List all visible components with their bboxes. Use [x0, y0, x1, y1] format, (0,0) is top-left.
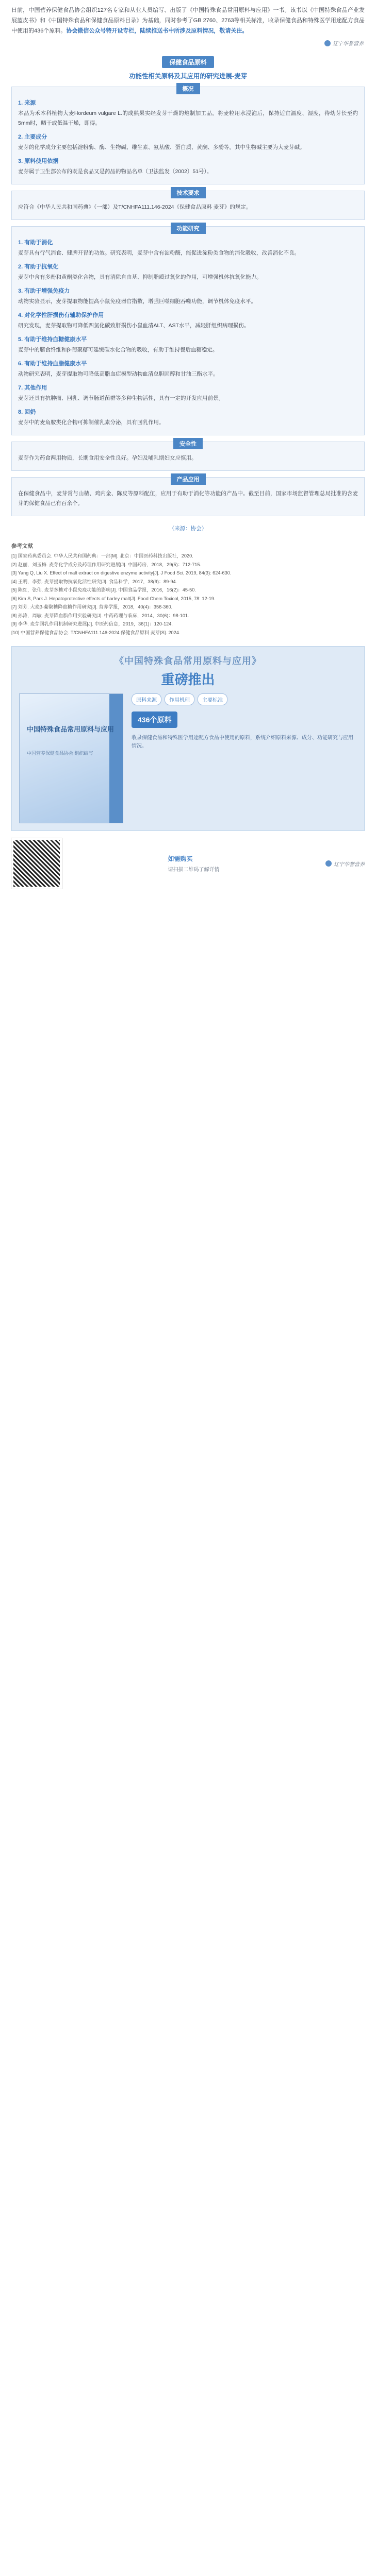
brand-name: 辽宁华誉营养	[333, 41, 364, 47]
paragraph-heading: 3. 原料使用依据	[18, 158, 59, 164]
paragraph-heading: 2. 主要成分	[18, 134, 47, 140]
paragraph-heading: 3. 有助于增强免疫力	[18, 288, 70, 294]
paragraph-text: 麦芽作为药食两用物质，长期食用安全性良好。孕妇及哺乳期妇女应慎用。	[18, 455, 197, 461]
card-header	[18, 441, 358, 449]
reference-item: [5] 陈红，张伟. 麦芽多糖对小鼠免疫功能的影响[J]. 中国食品学报，2016，16(2)：45-50.	[11, 587, 196, 592]
promo-details	[132, 693, 357, 751]
source-text[interactable]: （来源：协会）	[169, 526, 207, 532]
section-header	[0, 56, 376, 68]
paragraph-text: 麦芽中的膳食纤维和β-葡聚糖可延缓碳水化合物的吸收，有助于维持餐后血糖稳定。	[18, 347, 218, 353]
promo-chip: 作用机理	[165, 693, 194, 705]
paragraph-text: 麦芽中含有多酚和黄酮类化合物，具有清除自由基、抑制脂质过氧化的作用，可增强机体抗氧化能力。	[18, 274, 262, 280]
brand-logo	[0, 39, 376, 49]
source-line	[0, 523, 376, 533]
card-tag: 概况	[176, 83, 200, 94]
intro-highlight: 协会微信公众号特开设专栏，陆续推送书中所涉及原料情况，敬请关注。	[66, 28, 248, 34]
qr-footer	[11, 838, 365, 889]
qr-caption	[168, 854, 220, 873]
paragraph-text: 在保健食品中，麦芽常与山楂、鸡内金、陈皮等原料配伍，应用于有助于消化等功能的产品中。截至目前，国家市场监督管理总局批准的含麦芽的保健食品已有百余个。	[18, 490, 358, 506]
qr-instruction: 请扫描二维码了解详情	[168, 867, 220, 873]
book-cover-subtitle: 中国营养保健食品协会 组织编写	[27, 751, 93, 756]
card-tag: 技术要求	[171, 187, 206, 198]
footer-brand-name: 辽宁华誉营养	[334, 861, 365, 868]
paragraph-text: 麦芽还具有抗肿瘤、回乳、调节肠道菌群等多种生物活性，具有一定的开发应用前景。	[18, 395, 224, 401]
intro-text: 日前，中国营养保健食品协会组织127名专家和从业人员编写、出版了《中国特殊食品常用原料与应用》一书。该书以《中国特殊食品产业发展蓝皮书》和《中国特殊食品和保健食品原料目录》为基础，同时参考了GB 2760、2763等相关标准，收录保健食品和特殊医学用途配方食品中使用的436个原料。	[11, 7, 365, 34]
reference-item: [9] 李华. 麦芽回乳作用机制研究进展[J]. 中医药信息，2019，36(1)：120-124.	[11, 621, 173, 626]
references-list	[0, 552, 376, 637]
promo-chips	[132, 693, 357, 705]
qr-call-to-action: 如需购买	[168, 855, 193, 862]
paragraph-text: 应符合《中华人民共和国药典》（一部）及T/CNHFA111.146-2024《保健食品原料 麦芽》的规定。	[18, 204, 252, 210]
paragraph-text: 研究发现，麦芽提取物可降低四氯化碳致肝损伤小鼠血清ALT、AST水平，减轻肝组织病理损伤。	[18, 323, 250, 329]
section-card	[11, 442, 365, 471]
reference-item: [6] Kim S, Park J. Hepatoprotective effects of barley malt[J]. Food Chem Toxicol, 2015, 78: 12-19.	[11, 596, 216, 601]
paragraph-heading: 7. 其他作用	[18, 385, 47, 391]
brand-logo-icon	[324, 40, 331, 46]
qr-code-image[interactable]	[11, 838, 62, 889]
section-card	[11, 191, 365, 220]
paragraph-text: 麦芽中的麦角胺类化合物可抑制催乳素分泌，具有回乳作用。	[18, 419, 165, 426]
section-card	[11, 477, 365, 516]
reference-item: [1] 国家药典委员会. 中华人民共和国药典：一部[M]. 北京：中国医药科技出版社，2020.	[11, 553, 193, 558]
card-header	[18, 477, 358, 485]
reference-item: [4] 王明，李强. 麦芽提取物抗氧化活性研究[J]. 食品科学，2017，38(9)：89-94.	[11, 579, 177, 584]
card-tag: 产品应用	[171, 473, 206, 485]
paragraph-heading: 6. 有助于维持血脂健康水平	[18, 361, 87, 367]
reference-item: [8] 孙涛，周敏. 麦芽降血脂作用实验研究[J]. 中药药理与临床，2014，30(6)：98-101.	[11, 613, 189, 618]
promo-headline: 重磅推出	[161, 672, 215, 687]
article-subtitle: 功能性相关原料及其应用的研究进展-麦芽	[128, 73, 248, 80]
promo-chip: 原料来源	[132, 693, 161, 705]
reference-item: [2] 赵丽，刘玉梅. 麦芽化学成分及药理作用研究进展[J]. 中国药房，2018，29(5)：712-715.	[11, 562, 202, 567]
paragraph-heading: 5. 有助于维持血糖健康水平	[18, 336, 87, 343]
references-title: 参考文献	[11, 543, 33, 549]
paragraph-text: 麦芽具有行气消食、健脾开胃的功效。研究表明，麦芽中含有淀粉酶，能促进淀粉类食物的消化吸收，改善消化不良。	[18, 250, 300, 256]
card-header	[18, 226, 358, 234]
content-cards	[0, 87, 376, 516]
book-spine-stripe	[109, 694, 123, 823]
intro-paragraph	[0, 0, 376, 39]
paragraph-heading: 4. 对化学性肝损伤有辅助保护作用	[18, 312, 104, 318]
section-card	[11, 226, 365, 435]
paragraph-text: 麦芽属于卫生部公布的既是食品又是药品的物品名单（卫法监发〔2002〕51号）。	[18, 168, 212, 175]
paragraph-heading: 2. 有助于抗氧化	[18, 264, 59, 270]
card-header	[18, 190, 358, 198]
article-page	[0, 0, 376, 901]
promo-description: 收录保健食品和特殊医学用途配方食品中使用的原料，系统介绍原料来源、成分、功能研究与应用情况。	[132, 735, 353, 749]
paragraph-text: 麦芽的化学成分主要包括淀粉酶、酶、生物碱、维生素、氨基酸、蛋白质、黄酮、多酚等。其中生物碱主要为大麦芽碱。	[18, 144, 305, 150]
section-card	[11, 87, 365, 184]
card-header	[18, 86, 358, 94]
footer-logo-icon	[325, 860, 332, 867]
promo-body	[19, 693, 357, 823]
paragraph-text: 本品为禾本科植物大麦Hordeum vulgare L.的成熟果实经发芽干燥的炮制加工品。将麦粒用水浸泡后，保持适宜温度、湿度，待幼芽长至约5mm时，晒干或低温干燥，即得。	[18, 110, 358, 126]
card-tag: 功能研究	[171, 223, 206, 234]
paragraph-heading: 8. 回奶	[18, 409, 36, 415]
section-pill: 保健食品原料	[162, 56, 214, 68]
card-tag: 安全性	[173, 438, 203, 449]
paragraph-heading: 1. 来源	[18, 100, 36, 106]
reference-item: [10] 中国营养保健食品协会. T/CNHFA111.146-2024 保健食品原料 麦芽[S]. 2024.	[11, 630, 181, 635]
reference-item: [7] 刘芳. 大麦β-葡聚糖降血糖作用研究[J]. 营养学报，2018，40(4)：356-360.	[11, 604, 173, 609]
promo-title: 《中国特殊食品常用原料与应用》	[115, 656, 261, 666]
paragraph-text: 动物实验显示，麦芽提取物能提高小鼠免疫器官指数，增强巨噬细胞吞噬功能，调节机体免疫水平。	[18, 298, 256, 304]
raw-material-count: 436个原料	[132, 711, 177, 728]
book-promo[interactable]	[11, 646, 365, 831]
reference-item: [3] Yang Q, Liu X. Effect of malt extract on digestive enzyme activity[J]. J Food Sci, 2019, 84(3): 624-630.	[11, 570, 232, 575]
paragraph-text: 动物研究表明，麦芽提取物可降低高脂血症模型动物血清总胆固醇和甘油三酯水平。	[18, 371, 219, 377]
book-cover-image	[19, 693, 123, 823]
paragraph-heading: 1. 有助于消化	[18, 240, 53, 246]
promo-chip: 主要标准	[198, 693, 227, 705]
book-cover-title: 中国特殊食品常用原料与应用	[27, 725, 115, 733]
footer-brand-logo	[325, 860, 365, 868]
